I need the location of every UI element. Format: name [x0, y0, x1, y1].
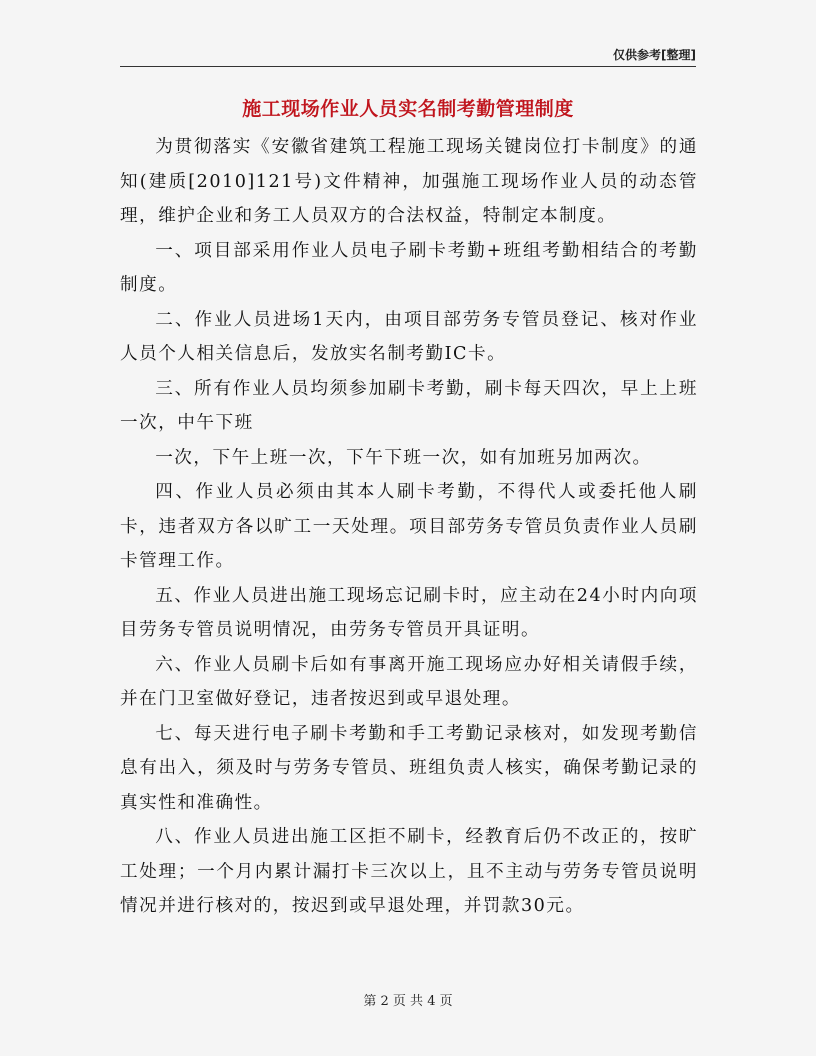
document-body [120, 130, 698, 924]
paragraph-intro: 为贯彻落实《安徽省建筑工程施工现场关键岗位打卡制度》的通知(建质[2010]121号)文件精神，加强施工现场作业人员的动态管理，维护企业和务工人员双方的合法权益，特制定本制度。 [120, 137, 698, 226]
paragraph-8: 八、作业人员进出施工区拒不刷卡，经教育后仍不改正的，按旷工处理；一个月内累计漏打卡三次以上，且不主动与劳务专管员说明情况并进行核对的，按迟到或早退处理，并罚款30元。 [120, 827, 698, 916]
paragraph-3: 三、所有作业人员均须参加刷卡考勤，刷卡每天四次，早上上班一次，中午下班 [120, 378, 698, 433]
paragraph-3-continued: 一次，下午上班一次，下午下班一次，如有加班另加两次。 [155, 447, 652, 468]
paragraph-6: 六、作业人员刷卡后如有事离开施工现场应办好相关请假手续，并在门卫室做好登记，违者按迟到或早退处理。 [120, 654, 698, 709]
paragraph-1: 一、项目部采用作业人员电子刷卡考勤+班组考勤相结合的考勤制度。 [120, 240, 698, 295]
document-title: 施工现场作业人员实名制考勤管理制度 [242, 98, 574, 120]
header-note: 仅供参考[整理] [613, 48, 696, 62]
paragraph-4: 四、作业人员必须由其本人刷卡考勤，不得代人或委托他人刷卡，违者双方各以旷工一天处理。项目部劳务专管员负责作业人员刷卡管理工作。 [120, 482, 698, 571]
header-divider [120, 66, 696, 67]
paragraph-5: 五、作业人员进出施工现场忘记刷卡时，应主动在24小时内向项目劳务专管员说明情况，由劳务专管员开具证明。 [120, 585, 698, 640]
page-number: 第 2 页 共 4 页 [363, 994, 453, 1009]
paragraph-7: 七、每天进行电子刷卡考勤和手工考勤记录核对，如发现考勤信息有出入，须及时与劳务专管员、班组负责人核实，确保考勤记录的真实性和准确性。 [120, 723, 698, 813]
paragraph-2: 二、作业人员进场1天内，由项目部劳务专管员登记、核对作业人员个人相关信息后，发放实名制考勤IC卡。 [120, 309, 698, 364]
